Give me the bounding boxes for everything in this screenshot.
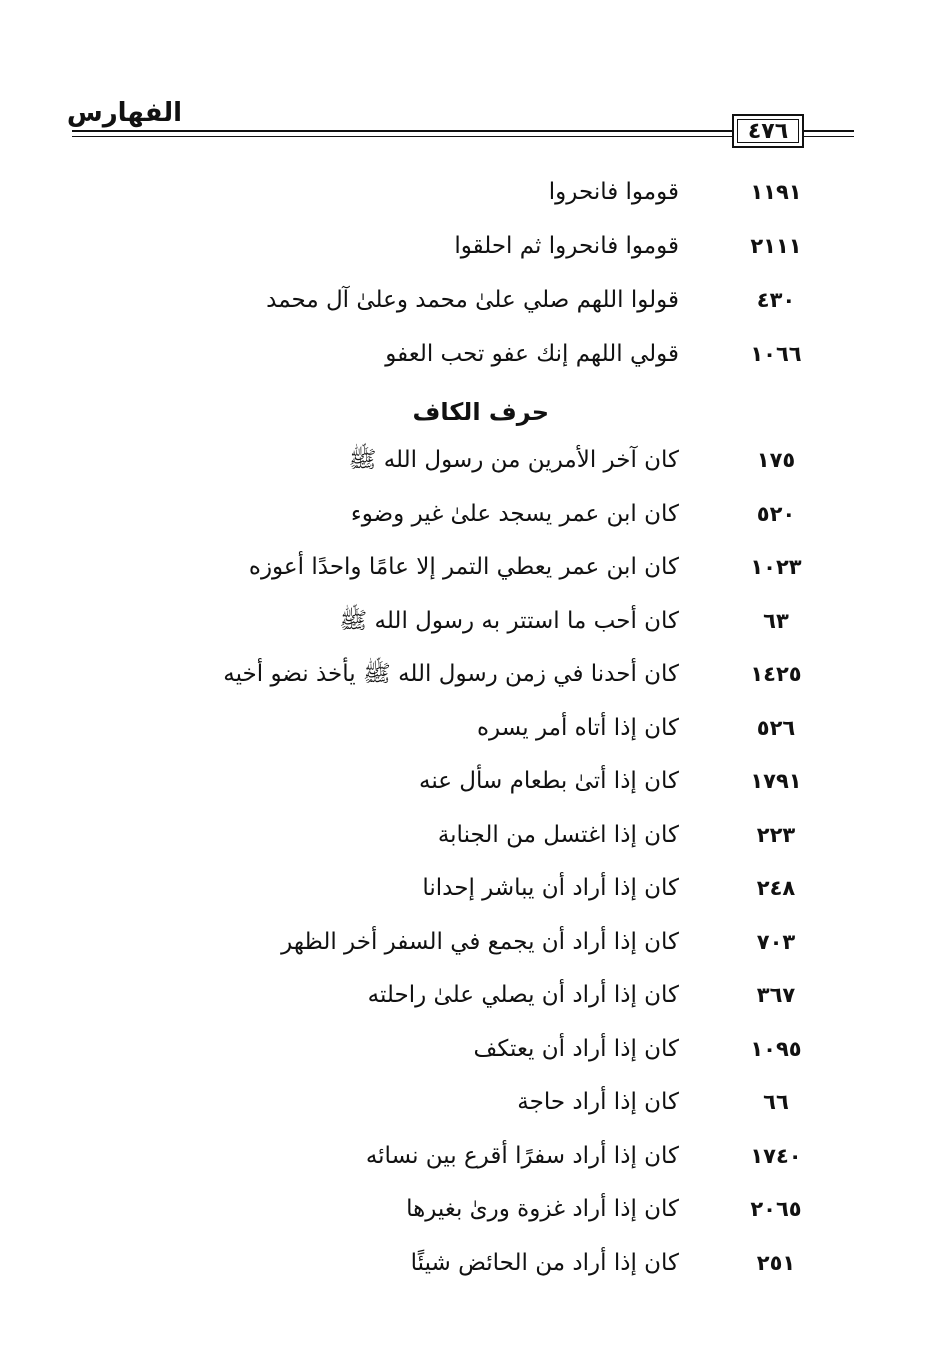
- index-entry: [0, 652, 939, 696]
- entry-text: قوموا فانحروا ثم احلقوا: [454, 233, 679, 259]
- entry-text: كان إذا أراد من الحائض شيئًا: [410, 1249, 679, 1276]
- index-entry: [0, 278, 939, 322]
- index-entry: [0, 866, 939, 910]
- page-number: ٤٧٦: [732, 114, 804, 148]
- index-entry: [0, 492, 939, 536]
- entry-text: كان ابن عمر يعطي التمر إلا عامًا واحدًا أعوزه: [248, 554, 679, 580]
- entry-text: كان إذا أراد حاجة: [517, 1089, 679, 1115]
- entry-number: ٣٦٧: [756, 983, 796, 1007]
- entry-number: ١٠٦٦: [750, 342, 802, 366]
- entry-number: ٢٠٦٥: [750, 1197, 802, 1221]
- entry-text: كان إذا أراد أن يجمع في السفر أخر الظهر: [281, 928, 679, 955]
- index-entry: [0, 813, 939, 857]
- entry-text: كان إذا أتاه أمر يسره: [476, 714, 679, 741]
- entry-number: ٥٢٦: [756, 715, 796, 740]
- entry-number: ٥٢٠: [756, 501, 796, 526]
- index-entry: [0, 973, 939, 1017]
- entry-number: ١٤٢٥: [750, 662, 802, 686]
- entry-text: كان إذا أراد أن يصلي علىٰ راحلته: [367, 982, 679, 1008]
- entry-number: ١٧٥: [756, 448, 796, 472]
- entry-number: ١٠٢٣: [750, 555, 802, 579]
- index-entry: [0, 545, 939, 589]
- index-entry: [0, 224, 939, 268]
- entry-number: ١٠٩٥: [750, 1036, 802, 1061]
- entry-number: ٧٠٣: [756, 929, 796, 954]
- entry-text: كان آخر الأمرين من رسول الله ﷺ: [348, 447, 679, 473]
- entry-text: قوموا فانحروا: [548, 179, 679, 205]
- entry-number: ١٧٤٠: [750, 1143, 802, 1168]
- entry-text: كان أحدنا في زمن رسول الله ﷺ يأخذ نضو أخيه: [223, 661, 679, 687]
- entry-text: كان إذا اغتسل من الجنابة: [437, 821, 679, 848]
- entry-number: ٦٣: [763, 608, 789, 633]
- entry-text: كان أحب ما استتر به رسول الله ﷺ: [339, 607, 679, 634]
- index-entry: [0, 1080, 939, 1124]
- entry-text: كان ابن عمر يسجد علىٰ غير وضوء: [350, 500, 679, 527]
- entry-text: كان إذا أتىٰ بطعام سأل عنه: [419, 768, 679, 794]
- section-title: حرف الكاف: [412, 398, 549, 426]
- index-entry: [0, 920, 939, 964]
- index-entry: [0, 1187, 939, 1231]
- running-title: الفهارس: [66, 98, 182, 128]
- entry-number: ٢١١١: [750, 234, 802, 258]
- index-entry: [0, 599, 939, 643]
- index-entry: [0, 438, 939, 482]
- index-entry: [0, 170, 939, 214]
- entry-number: ٢٤٨: [756, 876, 796, 900]
- entry-number: ٦٦: [763, 1090, 789, 1114]
- entry-text: كان إذا أراد سفرًا أقرع بين نسائه: [365, 1142, 679, 1169]
- entry-number: ١١٩١: [750, 180, 802, 204]
- entry-text: قولي اللهم إنك عفو تحب العفو: [385, 341, 679, 367]
- index-entry: [0, 1027, 939, 1071]
- index-entry: [0, 706, 939, 750]
- index-entry: [0, 1134, 939, 1178]
- entry-text: كان إذا أراد أن يباشر إحدانا: [422, 875, 679, 901]
- entry-text: كان إذا أراد غزوة ورىٰ بغيرها: [406, 1196, 679, 1222]
- page-header: [66, 96, 854, 156]
- entry-text: كان إذا أراد أن يعتكف: [473, 1035, 679, 1062]
- entry-number: ١٧٩١: [750, 769, 802, 793]
- index-entry: [0, 759, 939, 803]
- index-entry: [0, 1241, 939, 1285]
- entry-number: ٢٢٣: [756, 822, 796, 847]
- index-entry: [0, 332, 939, 376]
- entry-number: ٤٣٠: [756, 288, 796, 312]
- entry-number: ٢٥١: [756, 1250, 796, 1275]
- entry-text: قولوا اللهم صلي علىٰ محمد وعلىٰ آل محمد: [266, 287, 679, 313]
